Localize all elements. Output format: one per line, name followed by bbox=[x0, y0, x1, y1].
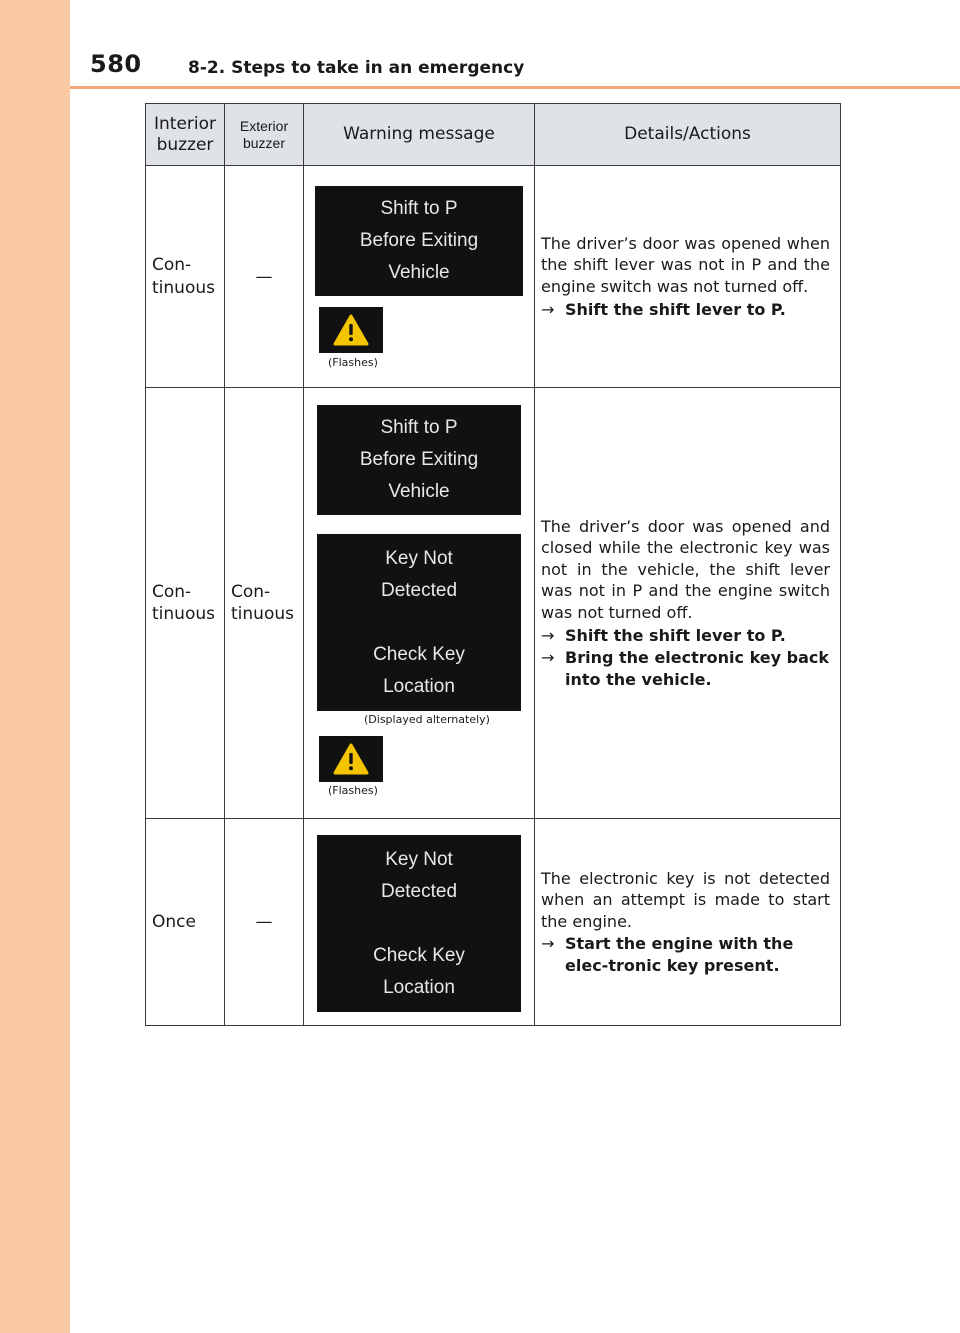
display-line: Shift to P bbox=[380, 417, 458, 438]
action-text: Shift the shift lever to P. bbox=[565, 299, 786, 319]
arrow-right-icon: → bbox=[541, 625, 555, 645]
display-line: Key Not bbox=[385, 547, 453, 569]
display-line: Check Key bbox=[373, 944, 465, 966]
master-warning-icon bbox=[333, 314, 369, 346]
warning-display bbox=[317, 835, 521, 1012]
master-warning-light bbox=[319, 307, 383, 353]
display-line: Detected bbox=[380, 880, 458, 902]
display-line: Before Exiting bbox=[359, 230, 479, 251]
warning-message-cell bbox=[304, 388, 535, 819]
interior-buzzer-value: Con- tinuous bbox=[152, 255, 215, 298]
action-item bbox=[541, 625, 830, 647]
action-item bbox=[541, 299, 830, 321]
header-details-actions: Details/Actions bbox=[535, 104, 841, 166]
flashes-caption: (Flashes) bbox=[328, 356, 378, 369]
display-line: Location bbox=[383, 675, 455, 697]
page-number: 580 bbox=[90, 50, 142, 78]
details-text: The driver’s door was opened and closed while the electronic key was not in the vehicle, the shift lever was not in P and the engine switch was not turned off. bbox=[541, 516, 830, 622]
table-header-row bbox=[146, 104, 841, 166]
header-warning-message: Warning message bbox=[304, 104, 535, 166]
details-cell bbox=[535, 388, 841, 819]
table-row bbox=[146, 166, 841, 388]
header-interior-buzzer: Interior buzzer bbox=[146, 104, 225, 166]
display-line: Vehicle bbox=[388, 262, 450, 283]
exterior-buzzer-value: Con- tinuous bbox=[231, 581, 294, 624]
flashes-caption: (Flashes) bbox=[328, 784, 378, 797]
exterior-buzzer-cell bbox=[225, 388, 304, 819]
details-text: The electronic key is not detected when an attempt is made to start the engine. bbox=[541, 868, 830, 931]
table-row bbox=[146, 819, 841, 1026]
interior-buzzer-cell bbox=[146, 388, 225, 819]
warning-message-table bbox=[145, 103, 841, 1026]
warning-message-cell bbox=[304, 166, 535, 388]
action-text: Shift the shift lever to P. bbox=[565, 625, 786, 645]
dash: — bbox=[255, 266, 273, 287]
display-line: Vehicle bbox=[388, 481, 450, 502]
master-warning-light bbox=[319, 736, 383, 782]
arrow-right-icon: → bbox=[541, 934, 555, 954]
header-rule bbox=[70, 86, 960, 89]
interior-buzzer-value: Once bbox=[152, 911, 196, 932]
warning-display bbox=[317, 534, 521, 711]
side-band bbox=[0, 0, 70, 1333]
details-cell bbox=[535, 819, 841, 1026]
exterior-buzzer-cell bbox=[225, 166, 304, 388]
master-warning-icon bbox=[333, 743, 369, 775]
alternately-caption: (Displayed alternately) bbox=[364, 713, 490, 726]
display-line: Detected bbox=[380, 579, 458, 601]
header-exterior-buzzer: Exterior buzzer bbox=[225, 104, 304, 166]
display-line: Before Exiting bbox=[359, 449, 479, 470]
display-line: Location bbox=[383, 976, 455, 998]
interior-buzzer-cell bbox=[146, 819, 225, 1026]
action-text: Bring the electronic key back into the vehicle. bbox=[565, 648, 830, 689]
action-text: Start the engine with the elec-tronic key present. bbox=[565, 934, 794, 975]
action-item bbox=[541, 933, 830, 976]
display-line: Shift to P bbox=[380, 198, 458, 219]
exterior-buzzer-cell bbox=[225, 819, 304, 1026]
display-line: Check Key bbox=[373, 643, 465, 665]
warning-display bbox=[317, 405, 521, 515]
dash: — bbox=[255, 912, 273, 932]
action-item bbox=[541, 647, 830, 690]
section-title: 8-2. Steps to take in an emergency bbox=[188, 58, 525, 78]
warning-message-cell bbox=[304, 819, 535, 1026]
interior-buzzer-value: Con- tinuous bbox=[152, 581, 215, 624]
interior-buzzer-cell bbox=[146, 166, 225, 388]
table-row bbox=[146, 388, 841, 819]
warning-display bbox=[315, 186, 523, 296]
details-text: The driver’s door was opened when the shift lever was not in P and the engine switch was not turned off. bbox=[541, 233, 830, 296]
details-cell bbox=[535, 166, 841, 388]
arrow-right-icon: → bbox=[541, 648, 555, 668]
arrow-right-icon: → bbox=[541, 299, 555, 319]
display-line: Key Not bbox=[385, 848, 453, 870]
